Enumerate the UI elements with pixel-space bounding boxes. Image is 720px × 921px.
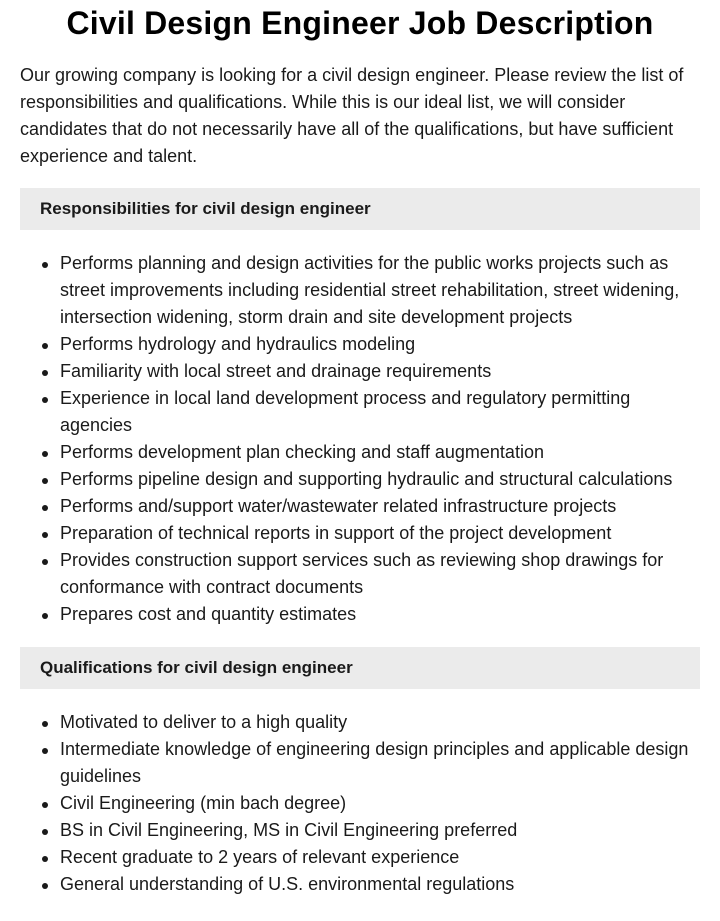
list-item: Intermediate knowledge of engineering design principles and applicable design guidelines	[60, 736, 700, 790]
list-item: Recent graduate to 2 years of relevant experience	[60, 844, 700, 871]
list-item: Provides construction support services such as reviewing shop drawings for conformance with contract documents	[60, 547, 700, 601]
list-item: Performs hydrology and hydraulics modeling	[60, 331, 700, 358]
list-item: Performs planning and design activities for the public works projects such as street improvements including residential street rehabilitation, street widening, intersection widening, storm drain and site development projects	[60, 250, 700, 331]
list-item: Civil Engineering (min bach degree)	[60, 790, 700, 817]
list-item: Familiarity with local street and drainage requirements	[60, 358, 700, 385]
list-item: Performs and/support water/wastewater related infrastructure projects	[60, 493, 700, 520]
qualifications-list	[20, 709, 700, 898]
list-item: Preparation of technical reports in support of the project development	[60, 520, 700, 547]
list-item: Performs development plan checking and staff augmentation	[60, 439, 700, 466]
list-item: Motivated to deliver to a high quality	[60, 709, 700, 736]
list-item: Performs pipeline design and supporting hydraulic and structural calculations	[60, 466, 700, 493]
responsibilities-list	[20, 250, 700, 628]
qualifications-heading: Qualifications for civil design engineer	[20, 647, 700, 689]
responsibilities-heading: Responsibilities for civil design engineer	[20, 188, 700, 230]
intro-paragraph: Our growing company is looking for a civil design engineer. Please review the list of responsibilities and qualifications. While this is our ideal list, we will consider candidates that do not necessarily have all of the qualifications, but have sufficient experience and talent.	[20, 65, 684, 166]
list-item: BS in Civil Engineering, MS in Civil Engineering preferred	[60, 817, 700, 844]
page-title: Civil Design Engineer Job Description	[66, 5, 654, 41]
list-item: General understanding of U.S. environmental regulations	[60, 871, 700, 898]
list-item: Prepares cost and quantity estimates	[60, 601, 700, 628]
list-item: Experience in local land development process and regulatory permitting agencies	[60, 385, 700, 439]
